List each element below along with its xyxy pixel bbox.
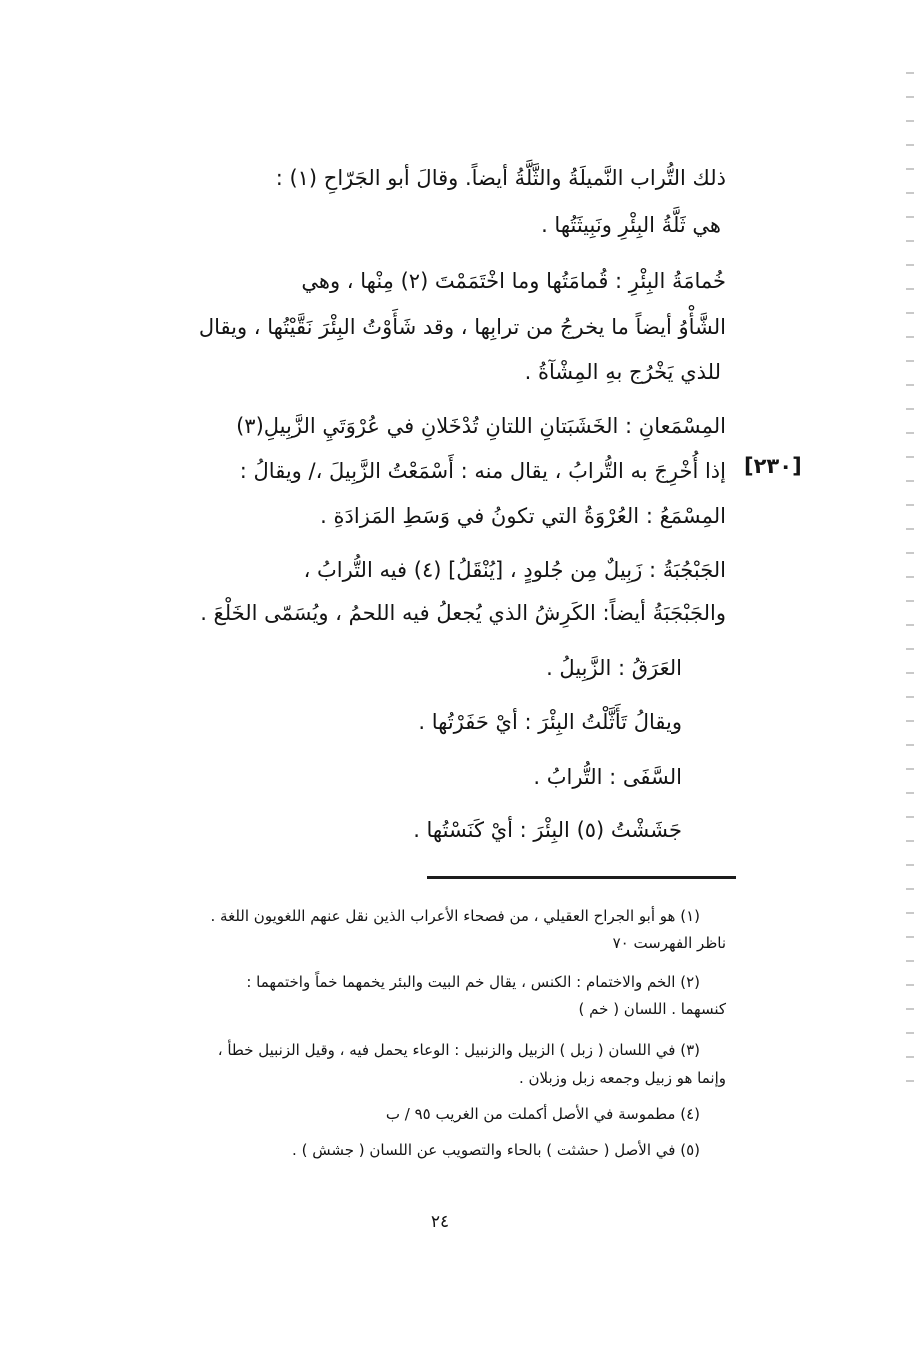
footnote-line: ناظر الفهرست ٧٠ — [612, 934, 726, 952]
footnote-line: (٣) في اللسان ( زبل ) الزبيل والزنبيل : الوعاء يحمل فيه ، وقيل الزنبيل خطأ ، — [217, 1041, 700, 1059]
main-line: العَرَقُ : الزَّبِيلُ . — [546, 656, 682, 680]
main-line: والجَبْجَبَةُ أيضاً: الكَرِشُ الذي يُجعلُ فيه اللحمُ ، ويُسَمّى الخَلْعَ . — [200, 601, 726, 625]
folio-margin-note: [٢٣٠] — [744, 454, 802, 478]
footnote-line: (٥) في الأصل ( حشثت ) بالحاء والتصويب عن اللسان ( جشش ) . — [292, 1141, 700, 1159]
main-line: خُمامَةُ البِئْرِ : قُمامَتُها وما اخْتَمَمْتَ (٢) مِنْها ، وهي — [301, 269, 726, 293]
footnote-separator — [427, 876, 736, 879]
footnote-line: وإنما هو زبيل وجمعه زبل وزبلان . — [518, 1069, 726, 1087]
main-line: ذلك التُّراب النَّميلَةُ والثَّلَّةُ أيضاً. وقالَ أبو الجَرّاحِ (١) : — [275, 166, 726, 190]
main-line: السَّفَى : التُّرابُ . — [533, 765, 682, 789]
main-line: إذا أُخْرِجَ به التُّرابُ ، يقال منه : أَسْمَعْتُ الزَّبِيلَ ،/ ويقالُ : — [239, 459, 726, 483]
footnote-line: (٢) الخم والاختمام : الكنس ، يقال خم البيت والبئر يخمهما خماً واختمهما : — [246, 973, 700, 991]
scan-edge-marks — [906, 50, 914, 1090]
main-line: ويقالُ تَأَثَّلْتُ البِئْرَ : أيْ حَفَرْتُها . — [418, 710, 682, 734]
main-line: هي ثَلَّةُ البِئْرِ ونَبِيثَتُها . — [541, 213, 721, 237]
main-line: للذي يَخْرُج بهِ المِشْآةُ . — [524, 360, 721, 384]
main-line: المِسْمَعُ : العُرْوَةُ التي تكونُ في وَسَطِ المَزادَةِ . — [320, 504, 726, 528]
footnote-line: كنسهما . اللسان ( خم ) — [578, 1000, 726, 1018]
footnote-line: (١) هو أبو الجراح العقيلي ، من فصحاء الأعراب الذين نقل عنهم اللغويون اللغة . — [210, 907, 700, 925]
page-number: ٢٤ — [430, 1212, 450, 1232]
main-line: جَشَشْتُ (٥) البِئْرَ : أيْ كَنَسْتُها . — [413, 818, 682, 842]
footnote-line: (٤) مطموسة في الأصل أكملت من الغريب ٩٥ / ب — [385, 1105, 700, 1123]
main-line: المِسْمَعانِ : الخَشَبَتانِ اللتانِ تُدْخَلانِ في عُرْوَتَيِ الزَّبِيلِ(٣) — [236, 414, 726, 438]
main-line: الجَبْجُبَةُ : زَبِيلٌ مِن جُلودٍ ، [يُنْقَلُ] (٤) فيه التُّرابُ ، — [303, 558, 726, 582]
main-line: الشَّأْوُ أيضاً ما يخرجُ من ترابِها ، وقد شَأَوْتُ البِئْرَ نَقَّيْتُها ، ويقال — [198, 315, 726, 339]
